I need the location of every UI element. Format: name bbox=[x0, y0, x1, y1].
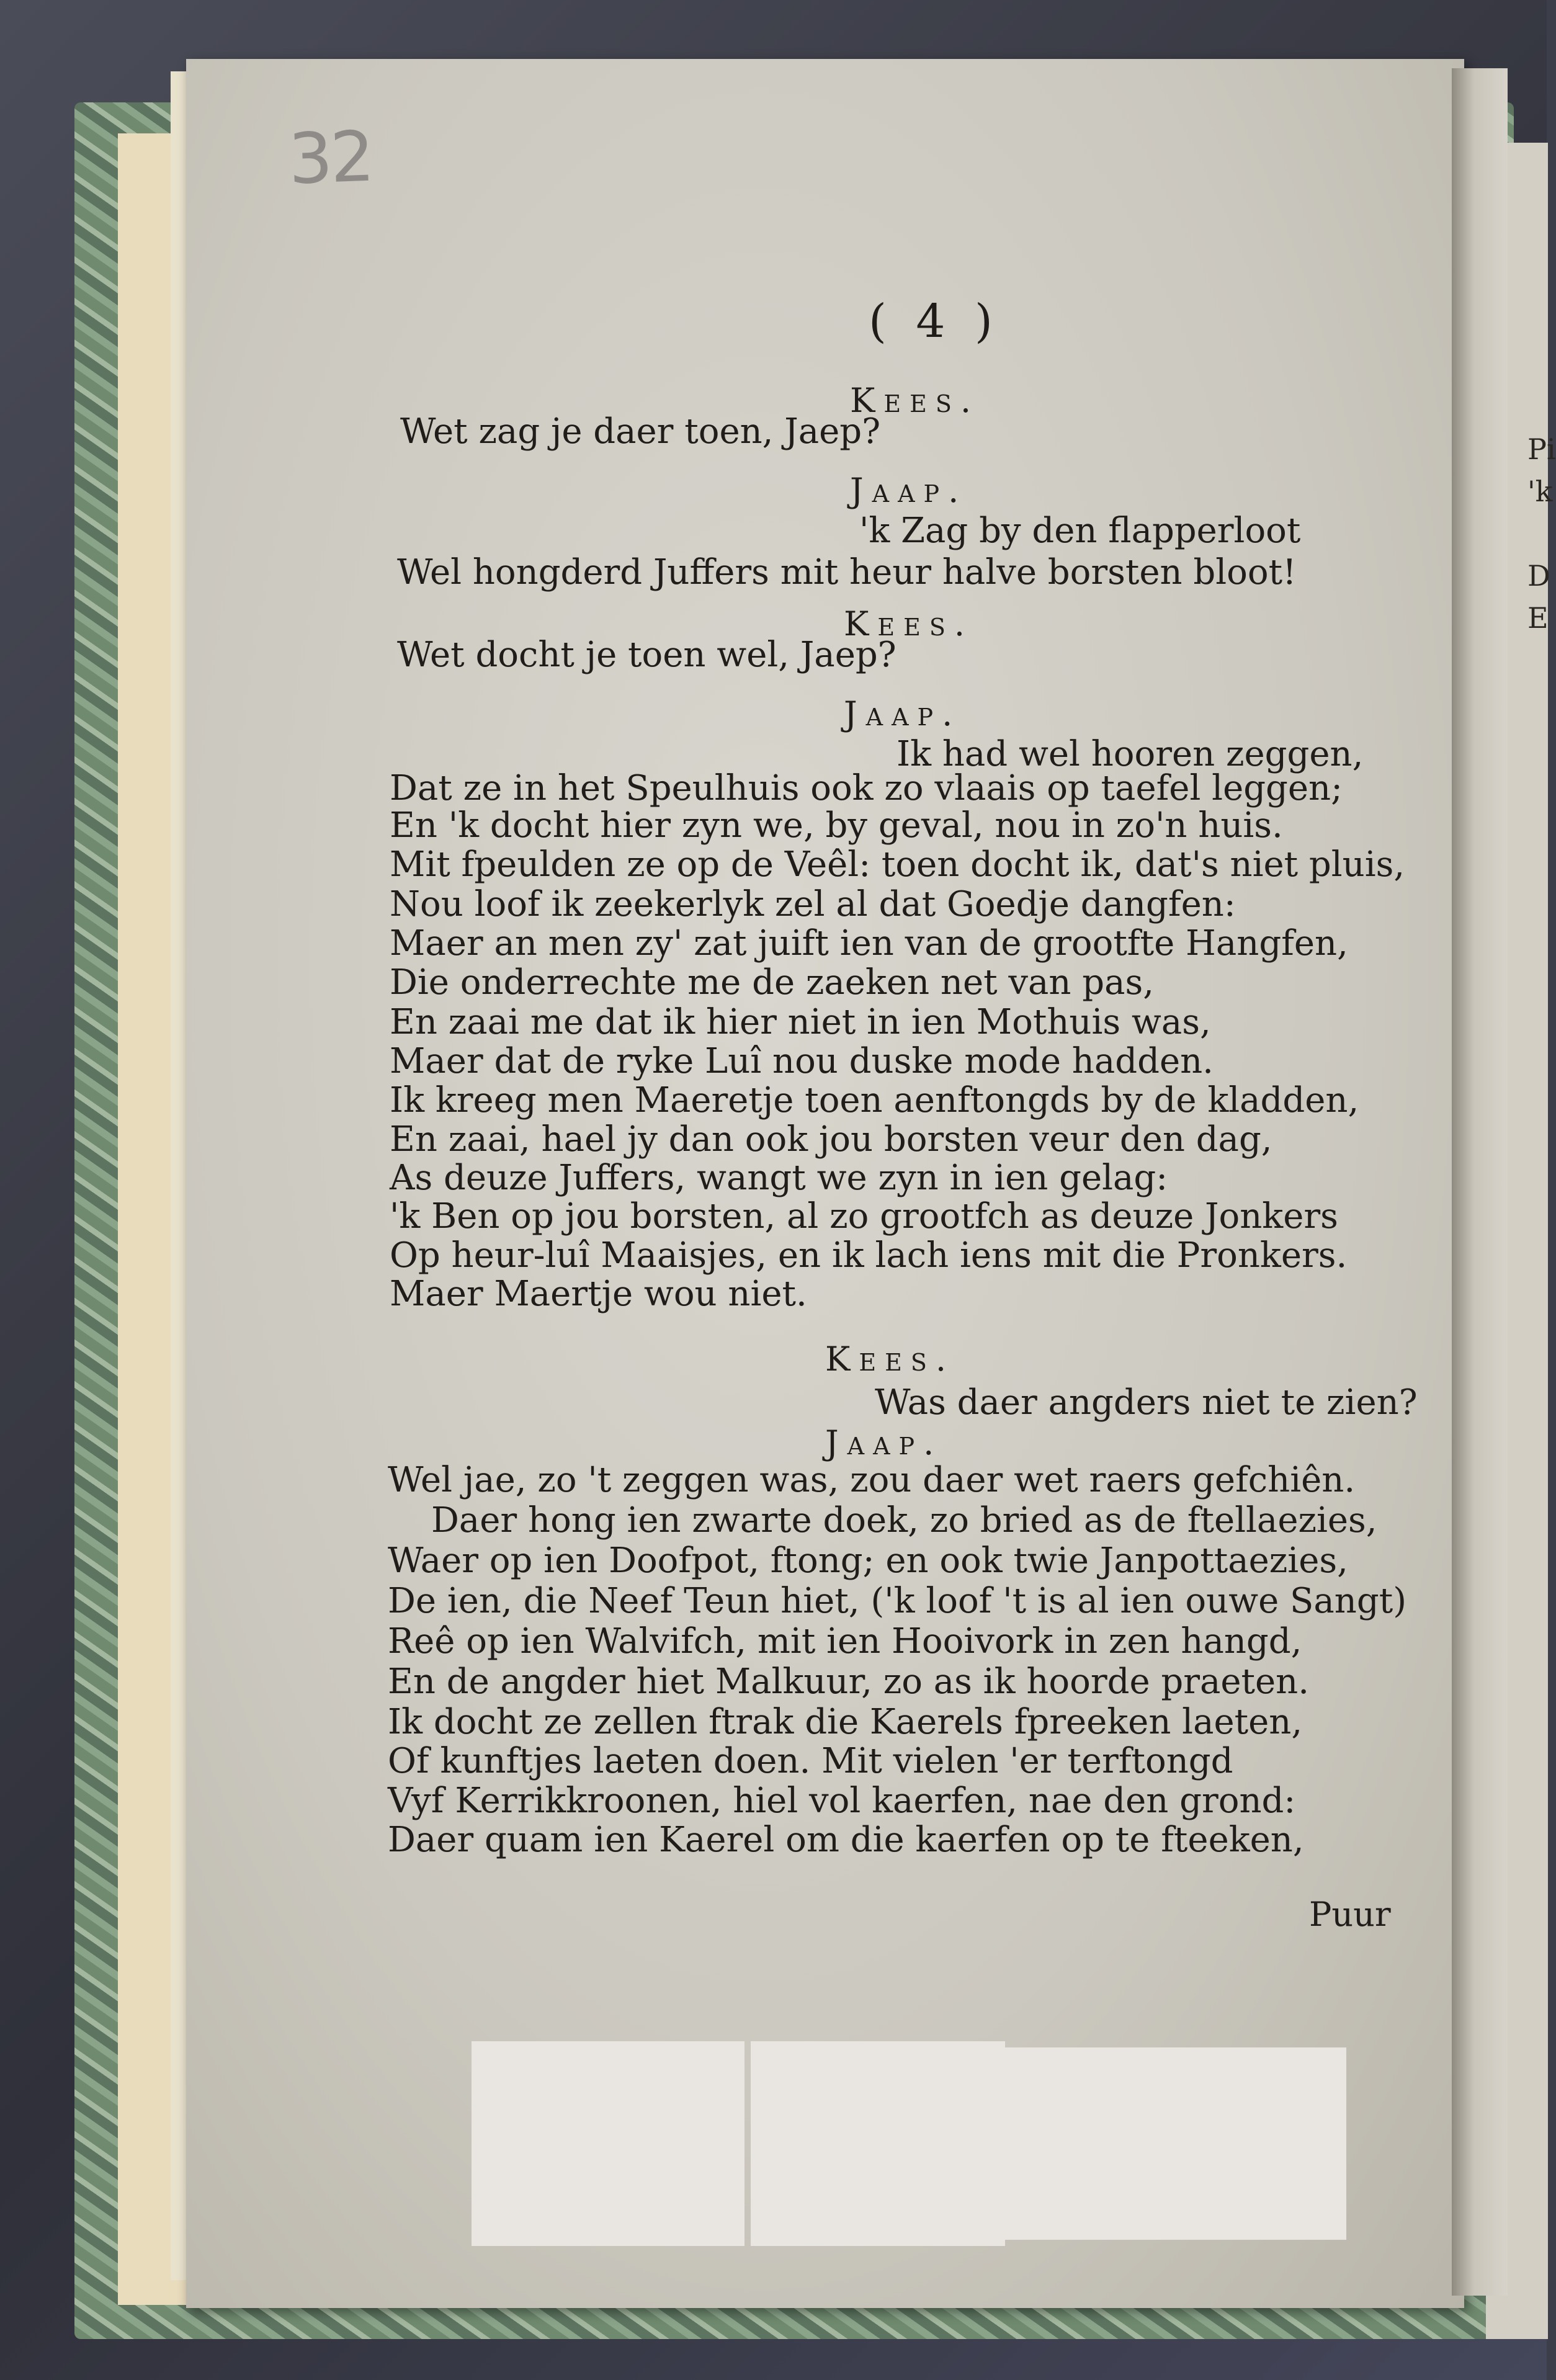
verse-line: 'k Ben op jou borsten, al zo grootfch as deuze Jonkers bbox=[390, 1196, 1338, 1237]
page-number: ( 4 ) bbox=[869, 295, 1000, 348]
speaker-jaap: Jaap. bbox=[844, 694, 962, 733]
pencil-annotation: 32 bbox=[287, 116, 373, 200]
verse-line: Of kunftjes laeten doen. Mit vielen 'er terftongd bbox=[388, 1741, 1233, 1781]
verse-line: Maer Maertje wou niet. bbox=[390, 1274, 807, 1314]
verse-line: De ien, die Neef Teun hiet, ('k loof 't is al ien ouwe Sangt) bbox=[388, 1581, 1407, 1621]
verse-line: Wel jae, zo 't zeggen was, zou daer wet raers gefchiên. bbox=[388, 1460, 1356, 1500]
verse-line: Maer dat de ryke Luî nou duske mode hadden. bbox=[390, 1041, 1214, 1081]
facing-fragment: Pi bbox=[1527, 432, 1556, 466]
verse-line: Op heur-luî Maaisjes, en ik lach iens mit die Pronkers. bbox=[390, 1235, 1348, 1276]
redacted-label bbox=[751, 2041, 1005, 2246]
verse-line: Daer hong ien zwarte doek, zo bried as de ftellaezies, bbox=[431, 1500, 1377, 1541]
verse-line: En 'k docht hier zyn we, by geval, nou in zo'n huis. bbox=[390, 805, 1283, 846]
speaker-jaap: Jaap. bbox=[825, 1423, 943, 1462]
verse-line: En zaai, hael jy dan ook jou borsten veur den dag, bbox=[390, 1119, 1272, 1160]
verse-line: Ik had wel hooren zeggen, bbox=[896, 734, 1364, 774]
verse-line: Mit fpeulden ze op de Veêl: toen docht ik, dat's niet pluis, bbox=[390, 844, 1405, 885]
verse-line: Waer op ien Doofpot, ftong; en ook twie Janpottaezies, bbox=[388, 1541, 1348, 1581]
facing-fragment: D bbox=[1527, 559, 1550, 593]
verse-line: Wel hongderd Juffers mit heur halve borsten bloot! bbox=[397, 552, 1297, 593]
verse-line: Ik kreeg men Maeretje toen aenftongds by de kladden, bbox=[390, 1080, 1359, 1121]
verse-line: Reê op ien Walvifch, mit ien Hooivork in zen hangd, bbox=[388, 1621, 1302, 1662]
redacted-label bbox=[472, 2041, 744, 2246]
redacted-label bbox=[1005, 2047, 1346, 2240]
speaker-kees: Kees. bbox=[844, 604, 974, 643]
verse-line: Daer quam ien Kaerel om die kaerfen op te fteeken, bbox=[388, 1820, 1304, 1860]
verse-line: En zaai me dat ik hier niet in ien Mothuis was, bbox=[390, 1002, 1211, 1042]
verse-line: Dat ze in het Speulhuis ook zo vlaais op taefel leggen; bbox=[390, 768, 1343, 808]
verse-line: Maer an men zy' zat juift ien van de grootfte Hangfen, bbox=[390, 923, 1348, 964]
facing-fragment: E bbox=[1527, 601, 1549, 635]
facing-fragment: 'k bbox=[1527, 475, 1553, 508]
verse-line: Wet zag je daer toen, Jaep? bbox=[400, 411, 881, 452]
catchword: Puur bbox=[1309, 1895, 1391, 1934]
verse-line: 'k Zag by den flapperloot bbox=[859, 511, 1301, 551]
verse-line: Die onderrechte me de zaeken net van pas, bbox=[390, 962, 1155, 1003]
verse-line: As deuze Juffers, wangt we zyn in ien gelag: bbox=[390, 1158, 1168, 1198]
verse-line: Wet docht je toen wel, Jaep? bbox=[397, 635, 896, 675]
speaker-kees: Kees. bbox=[850, 381, 980, 420]
speaker-kees: Kees. bbox=[825, 1340, 955, 1379]
verse-line: Was daer angders niet te zien? bbox=[875, 1382, 1418, 1423]
verse-line: Ik docht ze zellen ftrak die Kaerels fpreeken laeten, bbox=[388, 1702, 1303, 1742]
verse-line: Nou loof ik zeekerlyk zel al dat Goedje dangfen: bbox=[390, 884, 1236, 924]
speaker-jaap: Jaap. bbox=[850, 471, 968, 510]
verse-line: En de angder hiet Malkuur, zo as ik hoorde praeten. bbox=[388, 1662, 1310, 1702]
verse-line: Vyf Kerrikkroonen, hiel vol kaerfen, nae den grond: bbox=[388, 1781, 1296, 1821]
